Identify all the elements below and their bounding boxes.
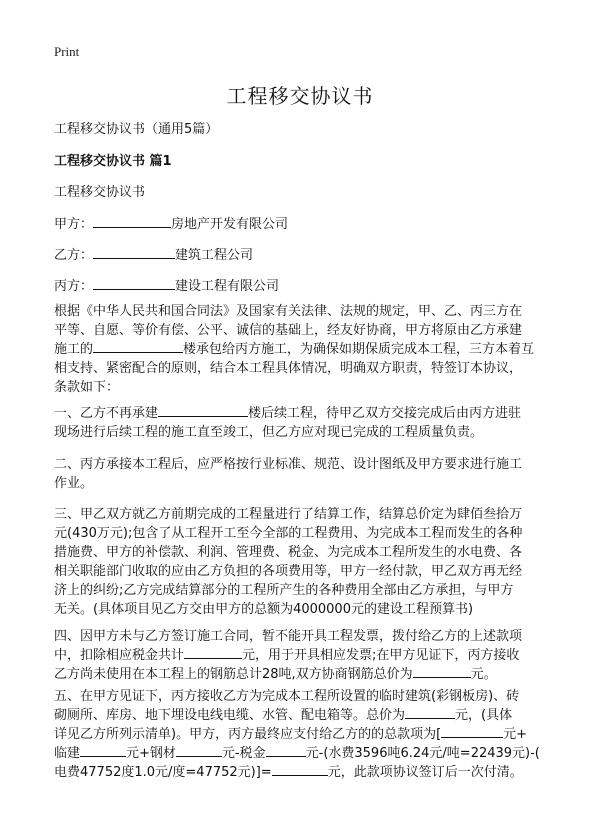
- text-line: 临建 元+钢材 元-税金 元-(水费3596吨6.24元/吨=22439元)-(: [54, 746, 540, 761]
- rebar-blank: [176, 744, 222, 757]
- party-b-label: 乙方：: [54, 248, 94, 263]
- text-line: 平等、自愿、等价有偿、公平、诚信的基础上，经友好协商，甲方将原由乙方承建: [54, 323, 523, 338]
- party-a-name: 房地产开发有限公司: [171, 217, 289, 232]
- clause-4: [54, 627, 554, 684]
- section-name: 工程移交协议书: [54, 185, 146, 200]
- party-c-label: 丙方：: [54, 279, 94, 294]
- text-line: 相支持、紧密配合的原则，结合本工程具体情况，明确双方职责，特签订本协议，: [54, 361, 523, 376]
- final-amount-blank: [272, 763, 328, 776]
- text-line: 中，扣除相应税金共计 元，用于开具相应发票;在甲方见证下，丙方接收: [54, 648, 520, 663]
- party-b-name: 建筑工程公司: [175, 248, 254, 263]
- party-a-blank: [93, 215, 171, 228]
- clause-5: [54, 687, 554, 782]
- rebar-price-blank: [413, 665, 471, 678]
- clause-2: [54, 455, 554, 493]
- text-line: 乙方尚未使用在本工程上的钢筋总计28吨,双方协商钢筋总价为 元。: [54, 667, 497, 682]
- text-line: 措施费、甲方的补偿款、利润、管理费、税金、为完成本工程所发生的水电费、各: [54, 545, 523, 560]
- text-line: 三、甲乙双方就乙方前期完成的工程量进行了结算工作，结算总价定为肆佰叁拾万: [54, 507, 523, 522]
- text-line: 四、因甲方未与乙方签订施工合同，暂不能开具工程发票，拨付给乙方的上述款项: [54, 629, 523, 644]
- tax-amount-blank: [266, 744, 306, 757]
- text-line: 根据《中华人民共和国合同法》及国家有关法律、法规的规定，甲、乙、丙三方在: [54, 304, 523, 319]
- text-line: 济上的纠纷;乙方完成结算部分的工程所产生的各种费用全部由乙方承担，与甲方: [54, 583, 514, 598]
- text-line: 五、在甲方见证下，丙方接收乙方为完成本工程所设置的临时建筑(彩钢板房)、砖: [54, 689, 520, 704]
- party-c-name: 建设工程有限公司: [175, 279, 280, 294]
- document-subtitle: 工程移交协议书（通用5篇）: [54, 122, 219, 137]
- intro-paragraph: [54, 302, 554, 397]
- text-line: 相关职能部门收取的应由乙方负担的各项费用等，甲方一经付款，甲乙双方再无经: [54, 564, 523, 579]
- text-line: 作业。: [54, 476, 94, 491]
- clause-3: [54, 505, 554, 619]
- building-blank: [93, 340, 183, 353]
- temp-blank: [80, 744, 126, 757]
- text-line: 施工的 楼承包给丙方施工，为确保如期保质完成本工程，三方本着互: [54, 342, 535, 357]
- party-a-line: [54, 215, 288, 232]
- print-link[interactable]: Print: [54, 44, 80, 59]
- party-c-line: [54, 277, 279, 294]
- document-title: 工程移交协议书: [226, 84, 374, 108]
- party-a-label: 甲方：: [54, 217, 94, 232]
- total-blank: [441, 725, 503, 738]
- party-b-blank: [93, 246, 175, 259]
- text-line: 一、乙方不再承建 楼后续工程，待甲乙双方交接完成后由丙方进驻: [54, 406, 522, 421]
- text-line: 二、丙方承接本工程后，应严格按行业标准、规范、设计图纸及甲方要求进行施工: [54, 457, 523, 472]
- building-blank: [158, 404, 248, 417]
- tax-blank: [184, 646, 242, 659]
- text-line: 元(430万元);包含了从工程开工至今全部的工程费用、为完成本工程而发生的各种: [54, 526, 523, 541]
- clause-1: [54, 404, 554, 442]
- text-line: 详见乙方所列示清单)。甲方，丙方最终应支付给乙方的的总款项为[ 元+: [54, 727, 528, 742]
- text-line: 电费47752度1.0元/度=47752元)]= 元，此款项协议签订后一次付清。: [54, 765, 523, 780]
- party-c-blank: [93, 277, 175, 290]
- text-line: 条款如下：: [54, 380, 120, 395]
- text-line: 现场进行后续工程的施工直至竣工，但乙方应对现已完成的工程质量负责。: [54, 425, 484, 440]
- section-heading: 工程移交协议书 篇1: [54, 154, 172, 169]
- text-line: 砌厕所、库房、地下埋设电线电缆、水管、配电箱等。总价为 元，(具体: [54, 708, 513, 723]
- temp-buildings-blank: [405, 706, 455, 719]
- party-b-line: [54, 246, 253, 263]
- text-line: 无关。(具体项目见乙方交由甲方的总额为4000000元的建设工程预算书): [54, 602, 474, 617]
